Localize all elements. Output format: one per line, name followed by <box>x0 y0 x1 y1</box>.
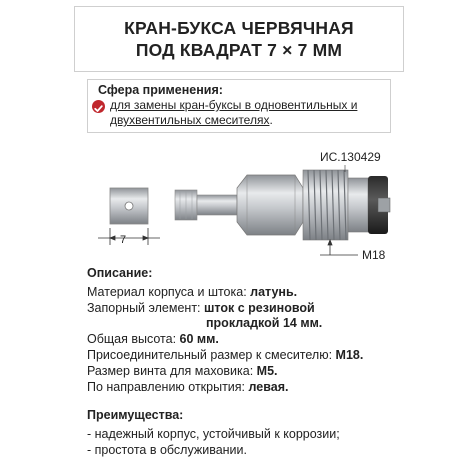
application-heading: Сфера применения: <box>98 83 223 97</box>
valve-thread <box>303 170 368 240</box>
thread-label: M18 <box>362 248 386 262</box>
screw-line <box>87 364 427 380</box>
screw-value: M5. <box>256 363 278 378</box>
title-line-2: ПОД КВАДРАТ 7 × 7 ММ <box>135 40 343 60</box>
rubber-gasket <box>368 176 390 234</box>
valve-hex-body <box>237 175 303 235</box>
direction-value: левая. <box>248 379 289 394</box>
material-line <box>87 285 427 301</box>
lock-line <box>87 301 427 317</box>
square-part-icon <box>110 188 148 224</box>
lock-line-2 <box>87 316 427 332</box>
connect-line <box>87 348 427 364</box>
description-section <box>87 266 427 395</box>
lock-label: Запорный элемент: <box>87 300 204 315</box>
thread-dimension <box>320 240 358 255</box>
advantages-section <box>87 408 427 458</box>
lock-value-2: прокладкой 14 мм. <box>206 316 323 331</box>
direction-line <box>87 380 427 396</box>
height-value: 60 мм. <box>179 332 219 347</box>
connect-label: Присоединительный размер к смесителю: <box>87 347 336 362</box>
title-line-1: КРАН-БУКСА ЧЕРВЯЧНАЯ <box>124 18 354 38</box>
valve-stem <box>175 190 237 220</box>
material-value: латунь. <box>250 284 298 299</box>
square-dimension <box>98 228 160 245</box>
part-code: ИС.130429 <box>320 150 381 164</box>
application-text-tail: . <box>269 113 273 127</box>
height-line <box>87 332 427 348</box>
advantage-item: - надежный корпус, устойчивый к коррозии; <box>87 426 340 441</box>
material-label: Материал корпуса и штока: <box>87 284 251 299</box>
lock-value-1: шток с резиновой <box>204 300 315 315</box>
square-size-label: 7 <box>120 234 127 246</box>
screw-label: Размер винта для маховика: <box>87 363 257 378</box>
height-label: Общая высота: <box>87 332 180 347</box>
direction-label: По направлению открытия: <box>87 379 249 394</box>
connect-value: M18. <box>335 347 364 362</box>
advantages-heading: Преимущества: <box>87 408 184 422</box>
advantage-item: - простота в обслуживании. <box>87 442 247 457</box>
application-text-underlined: для замены кран-буксы в одновентильных и двухвентильных смесителях <box>110 98 358 127</box>
description-heading: Описание: <box>87 266 153 280</box>
